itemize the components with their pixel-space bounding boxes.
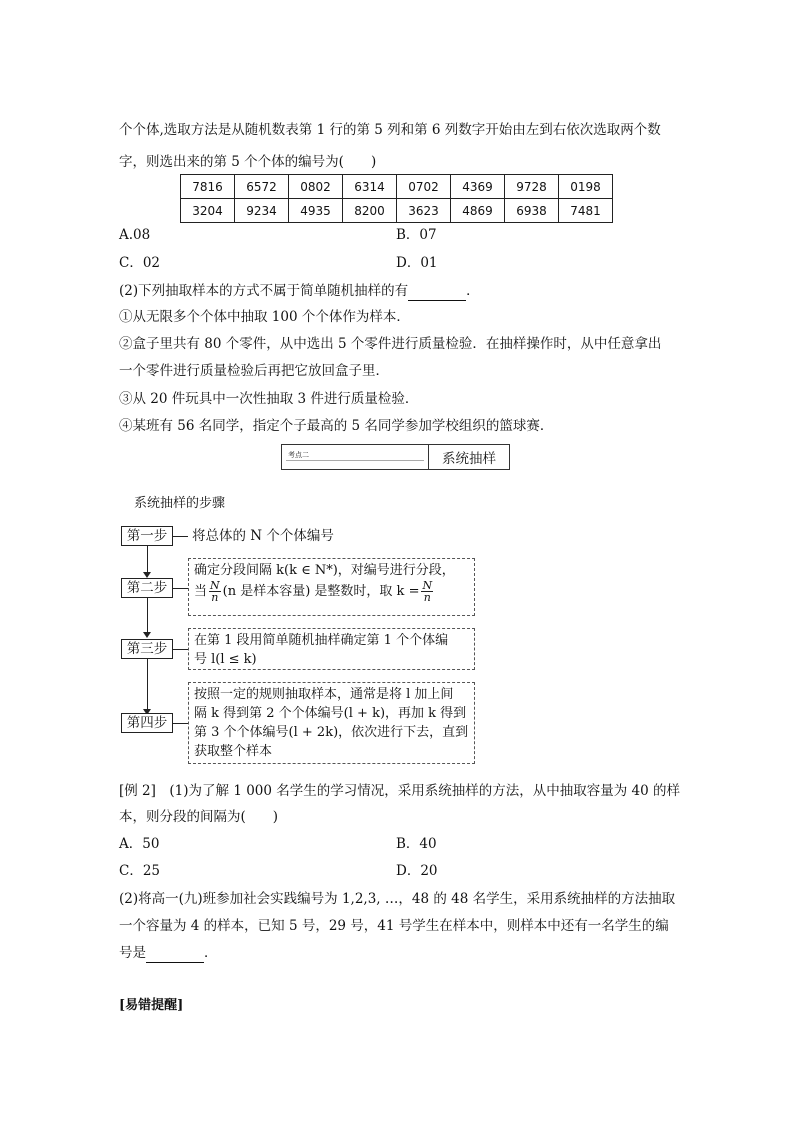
q2-item-1: ①从无限多个个体中抽取 100 个个体作为样本．	[119, 309, 410, 325]
step-4-text-d: 获取整个样本	[194, 744, 273, 759]
step-4-label: 第四步	[121, 713, 173, 733]
ex2-option-b: B．40	[396, 836, 437, 852]
step-2-text-b2: (n 是样本容量) 是整数时，取 k =	[222, 584, 420, 599]
arrow-down-icon	[143, 632, 151, 638]
table-cell: 0802	[289, 175, 343, 199]
q1-option-d: D．01	[396, 255, 438, 271]
example2-part2-line-3a: 号是	[119, 945, 146, 961]
table-cell: 9234	[235, 199, 289, 223]
step-4-text-c: 第 3 个个体编号(l + 2k)，依次进行下去，直到	[194, 725, 469, 740]
table-cell: 7816	[181, 175, 235, 199]
table-cell: 4935	[289, 199, 343, 223]
step-2-box	[188, 558, 475, 616]
q2-item-2a: ②盒子里共有 80 个零件，从中选出 5 个零件进行质量检验．在抽样操作时，从中任意拿出	[119, 336, 662, 352]
example2-part2-line-3	[119, 944, 218, 963]
ex2-option-a: A．50	[119, 836, 160, 852]
step-2-label: 第二步	[121, 578, 173, 598]
step-2-text-a: 确定分段间隔 k(k ∈ N*)，对编号进行分段，	[194, 563, 455, 578]
step-4-text-a: 按照一定的规则抽取样本，通常是将 l 加上间	[194, 687, 454, 702]
step-3-label: 第三步	[121, 639, 173, 659]
table-cell: 4869	[451, 199, 505, 223]
fraction: $\frac{N}{n}$	[422, 579, 433, 604]
step-3-text-b: 号 l(l ≤ k)	[194, 652, 257, 667]
step-3-box	[188, 628, 475, 670]
step-1-text: 将总体的 N 个个体编号	[192, 528, 334, 544]
section-header	[281, 444, 510, 470]
q2-stem-text: (2)下列抽取样本的方式不属于简单随机抽样的有	[119, 283, 409, 299]
example2-part2-line-2: 一个容量为 4 的样本，已知 5 号，29 号，41 号学生在样本中，则样本中还有一名学生的编	[119, 918, 669, 934]
pitfall-heading: [易错提醒]	[119, 998, 184, 1013]
section-title: 系统抽样	[442, 451, 496, 467]
table-cell: 3204	[181, 199, 235, 223]
q2-stem-end: ．	[466, 283, 480, 299]
intro-line-2: 字，则选出来的第 5 个个体的编号为( )	[119, 154, 377, 170]
step-4-text-b: 隔 k 得到第 2 个个体编号(l + k)，再加 k 得到	[194, 706, 467, 721]
table-cell: 0198	[559, 175, 613, 199]
fraction: $\frac{N}{n}$	[210, 579, 220, 604]
example2-line-1: [例 2] (1)为了解 1 000 名学生的学习情况，采用系统抽样的方法，从中抽取容量为 40 的样	[119, 783, 681, 799]
table-cell: 9728	[505, 175, 559, 199]
table-cell: 4369	[451, 175, 505, 199]
table-cell: 0702	[397, 175, 451, 199]
intro-line-1: 个个体,选取方法是从随机数表第 1 行的第 5 列和第 6 列数字开始由左到右依次选取两个数	[119, 122, 661, 138]
q1-option-b: B．07	[396, 227, 437, 243]
ex2-option-c: C．25	[119, 863, 161, 879]
table-cell: 7481	[559, 199, 613, 223]
q2-item-3: ③从 20 件玩具中一次性抽取 3 件进行质量检验．	[119, 391, 419, 407]
answer-blank	[408, 282, 466, 301]
q1-option-c: C．02	[119, 255, 161, 271]
example2-part2-line-1: (2)将高一(九)班参加社会实践编号为 1,2,3, …，48 的 48 名学生，采用系统抽样的方法抽取	[119, 891, 676, 907]
table-cell: 6314	[343, 175, 397, 199]
random-number-table	[180, 174, 613, 223]
section-tag: 考点二	[288, 451, 309, 459]
q2-item-4: ④某班有 56 名同学，指定个子最高的 5 名同学参加学校组织的篮球赛．	[119, 418, 554, 434]
step-4-box	[188, 682, 475, 764]
table-cell: 8200	[343, 199, 397, 223]
answer-blank	[146, 944, 204, 963]
example2-line-2: 本，则分段的间隔为( )	[119, 809, 279, 825]
q1-option-a: A.08	[119, 227, 151, 243]
table-cell: 3623	[397, 199, 451, 223]
step-3-text-a: 在第 1 段用简单随机抽样确定第 1 个个体编	[194, 633, 449, 648]
q2-item-2b: 一个零件进行质量检验后再把它放回盒子里．	[119, 363, 389, 379]
step-2-text-b1: 当	[194, 584, 208, 599]
table-row	[181, 175, 613, 199]
table-cell: 6938	[505, 199, 559, 223]
table-cell: 6572	[235, 175, 289, 199]
table-row	[181, 199, 613, 223]
step-1-label: 第一步	[121, 526, 173, 546]
steps-title: 系统抽样的步骤	[134, 496, 226, 511]
ex2-option-d: D．20	[396, 863, 438, 879]
example2-part2-line-3b: ．	[204, 945, 218, 961]
q2-stem	[119, 282, 480, 301]
